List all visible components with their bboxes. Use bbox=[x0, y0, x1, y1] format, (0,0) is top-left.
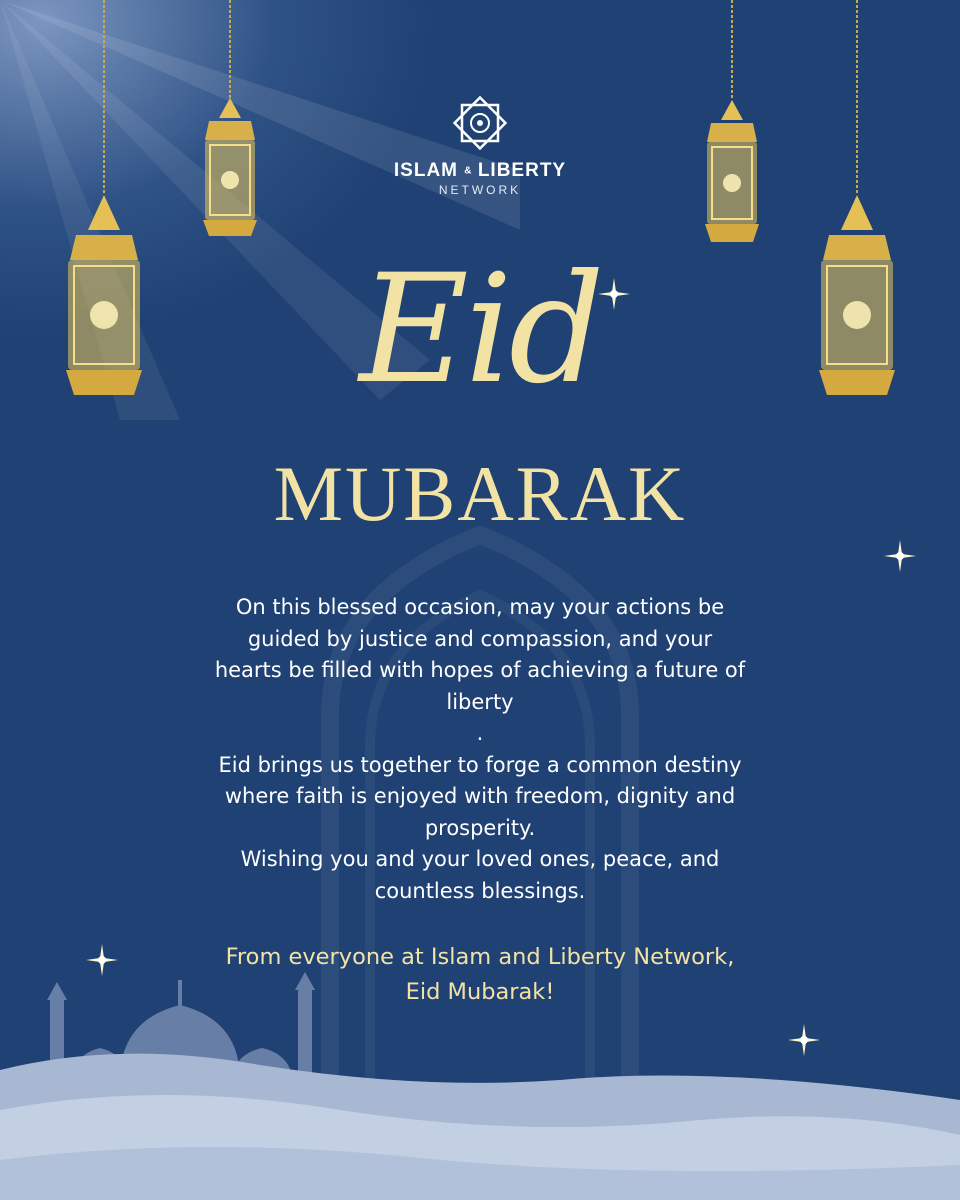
hanging-lantern-icon bbox=[195, 0, 265, 240]
hanging-lantern-icon bbox=[60, 0, 150, 400]
octagram-star-icon bbox=[449, 92, 511, 154]
message-line: liberty bbox=[446, 689, 514, 714]
logo-word-liberty: LIBERTY bbox=[477, 160, 567, 181]
message-line: prosperity. bbox=[424, 815, 536, 840]
brand-logo bbox=[385, 92, 575, 197]
closing-line: From everyone at Islam and Liberty Network, bbox=[225, 944, 735, 970]
sparkle-star-icon bbox=[884, 540, 916, 572]
headline-eid: Eid bbox=[359, 243, 601, 417]
closing-line: Eid Mubarak! bbox=[405, 979, 555, 1005]
headline-mubarak: MUBARAK bbox=[273, 450, 687, 537]
message-line: hearts be filled with hopes of achieving a future of bbox=[214, 658, 746, 682]
hanging-lantern-icon bbox=[698, 0, 768, 250]
logo-subtitle: NETWORK bbox=[438, 183, 522, 197]
logo-title bbox=[385, 160, 575, 182]
message-line: countless blessings. bbox=[374, 878, 586, 903]
hanging-lantern-icon bbox=[810, 0, 905, 400]
logo-ampersand: & bbox=[464, 165, 472, 177]
message-line: Wishing you and your loved ones, peace, and bbox=[240, 847, 720, 871]
mosque-silhouette bbox=[0, 960, 960, 1200]
message-line: Eid brings us together to forge a common destiny bbox=[218, 752, 742, 777]
message-line: On this blessed occasion, may your actions be bbox=[235, 595, 725, 619]
logo-word-islam: ISLAM bbox=[393, 160, 459, 181]
message-line: guided by justice and compassion, and your bbox=[247, 626, 713, 651]
greeting-message bbox=[170, 592, 790, 907]
message-line: . bbox=[476, 721, 484, 745]
message-line: where faith is enjoyed with freedom, dignity and bbox=[224, 784, 736, 808]
